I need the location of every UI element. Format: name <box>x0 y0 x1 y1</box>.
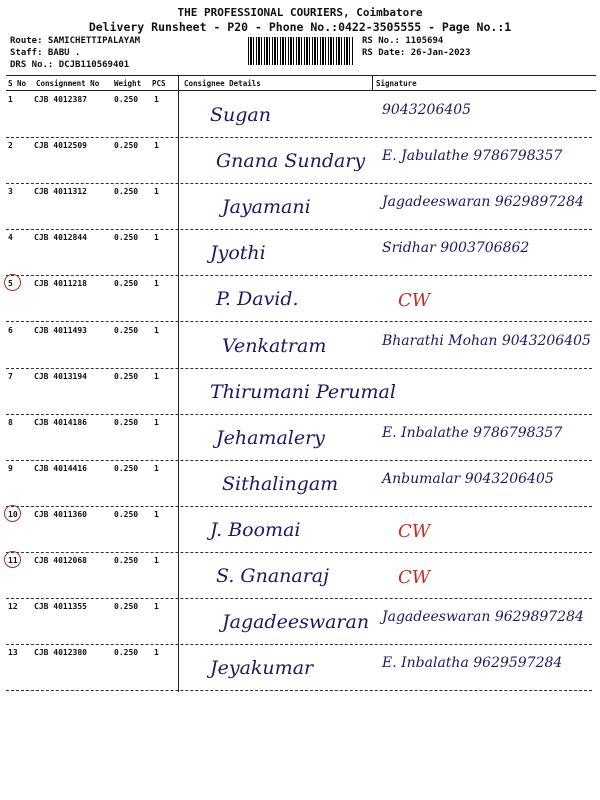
signature-cw-mark: CW <box>398 290 431 312</box>
drs-number: DRS No.: DCJB110569401 <box>10 60 130 70</box>
runsheet-subtitle: Delivery Runsheet - P20 - Phone No.:0422-3505555 - Page No.:1 <box>88 20 512 34</box>
serial-number: 12 <box>8 602 18 612</box>
signature-handwritten: 9043206405 <box>382 102 472 118</box>
consignment-number: CJB 4014416 <box>34 463 87 473</box>
pcs-value: 1 <box>154 233 159 243</box>
serial-number: 13 <box>8 648 18 658</box>
consignment-number: CJB 4011360 <box>34 509 87 519</box>
table-row <box>0 92 600 138</box>
signature-handwritten: Jagadeeswaran 9629897284 <box>382 194 584 211</box>
consignment-number: CJB 4012509 <box>34 141 87 151</box>
column-divider <box>372 76 373 90</box>
serial-number: 11 <box>8 556 18 565</box>
consignment-number: CJB 4011355 <box>34 602 87 612</box>
table-header-border <box>6 90 596 91</box>
row-divider <box>6 690 592 691</box>
serial-number: 5 <box>8 279 13 289</box>
consignee-handwritten-name: Jehamalery <box>216 426 325 449</box>
col-header-weight: Weight <box>114 79 142 88</box>
table-row <box>0 184 600 230</box>
serial-number: 1 <box>8 95 13 104</box>
consignee-handwritten-name: Jagadeeswaran <box>222 611 370 634</box>
table-row <box>0 461 600 507</box>
pcs-value: 1 <box>154 417 159 427</box>
serial-number: 9 <box>8 463 13 473</box>
serial-number: 8 <box>8 417 13 427</box>
route-label: Route: SAMICHETTIPALAYAM <box>10 36 141 46</box>
circle-mark-icon <box>4 551 21 568</box>
consignee-handwritten-name: Thirumani Perumal <box>210 380 396 403</box>
weight-value: 0.250 <box>114 187 139 197</box>
consignment-number: CJB 4011493 <box>34 325 87 335</box>
col-header-sno: S No <box>8 79 27 88</box>
signature-handwritten: E. Inbalatha 9629597284 <box>382 655 563 672</box>
weight-value: 0.250 <box>114 556 139 565</box>
pcs-value: 1 <box>154 187 159 197</box>
col-header-signature: Signature <box>376 79 417 88</box>
consignment-number: CJB 4012387 <box>34 95 87 104</box>
table-row <box>0 138 600 184</box>
weight-value: 0.250 <box>114 648 139 658</box>
consignee-handwritten-name: Sugan <box>210 104 271 126</box>
serial-number: 10 <box>8 509 18 519</box>
pcs-value: 1 <box>154 602 159 612</box>
consignee-handwritten-name: S. Gnanaraj <box>216 565 330 587</box>
consignment-number: CJB 4011312 <box>34 187 87 197</box>
weight-value: 0.250 <box>114 602 139 612</box>
signature-cw-mark: CW <box>398 520 431 542</box>
serial-number: 6 <box>8 325 13 335</box>
barcode-image <box>248 37 354 65</box>
table-row <box>0 323 600 369</box>
pcs-value: 1 <box>154 279 159 289</box>
table-top-border <box>6 75 596 76</box>
signature-cw-mark: CW <box>398 567 431 588</box>
rs-number: RS No.: 1105694 <box>362 36 444 46</box>
consignment-number: CJB 4014186 <box>34 417 87 427</box>
consignment-number: CJB 4012844 <box>34 233 87 243</box>
pcs-value: 1 <box>154 463 159 473</box>
table-row <box>0 645 600 691</box>
pcs-value: 1 <box>154 556 159 565</box>
consignment-number: CJB 4012380 <box>34 648 87 658</box>
pcs-value: 1 <box>154 648 159 658</box>
consignee-handwritten-name: Sithalingam <box>222 472 339 495</box>
consignment-number: CJB 4011218 <box>34 279 87 289</box>
consignee-handwritten-name: Jyothi <box>210 242 266 265</box>
weight-value: 0.250 <box>114 509 139 519</box>
weight-value: 0.250 <box>114 417 139 427</box>
signature-handwritten: E. Jabulathe 9786798357 <box>382 148 563 165</box>
consignee-handwritten-name: Jeyakumar <box>210 657 314 680</box>
signature-handwritten: Jagadeeswaran 9629897284 <box>382 609 584 626</box>
signature-handwritten: Anbumalar 9043206405 <box>382 470 554 487</box>
signature-handwritten: E. Inbalathe 9786798357 <box>382 424 563 441</box>
table-row <box>0 599 600 645</box>
signature-handwritten: Bharathi Mohan 9043206405 <box>382 332 591 349</box>
table-row <box>0 415 600 461</box>
serial-number: 3 <box>8 187 13 197</box>
table-row <box>0 507 600 553</box>
circle-mark-icon <box>4 274 21 291</box>
col-header-consignee: Consignee Details <box>184 79 261 88</box>
consignee-handwritten-name: P. David. <box>216 288 299 311</box>
serial-number: 4 <box>8 233 13 243</box>
weight-value: 0.250 <box>114 279 139 289</box>
consignment-number: CJB 4012068 <box>34 556 87 565</box>
table-row <box>0 553 600 599</box>
pcs-value: 1 <box>154 95 159 104</box>
rs-date: RS Date: 26-Jan-2023 <box>362 48 471 58</box>
serial-number: 2 <box>8 141 13 151</box>
consignee-handwritten-name: Jayamani <box>222 196 311 219</box>
consignee-handwritten-name: Venkatram <box>222 334 327 357</box>
consignee-handwritten-name: J. Boomai <box>210 518 301 541</box>
weight-value: 0.250 <box>114 325 139 335</box>
weight-value: 0.250 <box>114 95 139 104</box>
circle-mark-icon <box>4 505 21 522</box>
consignee-handwritten-name: Gnana Sundary <box>216 150 366 173</box>
consignment-number: CJB 4013194 <box>34 371 87 381</box>
weight-value: 0.250 <box>114 233 139 243</box>
pcs-value: 1 <box>154 141 159 151</box>
col-header-pcs: PCS <box>152 79 166 88</box>
pcs-value: 1 <box>154 371 159 381</box>
pcs-value: 1 <box>154 509 159 519</box>
pcs-value: 1 <box>154 325 159 335</box>
table-row <box>0 230 600 276</box>
signature-handwritten: Sridhar 9003706862 <box>382 240 530 257</box>
col-header-consignment: Consignment No <box>36 79 100 88</box>
weight-value: 0.250 <box>114 463 139 473</box>
weight-value: 0.250 <box>114 141 139 151</box>
staff-label: Staff: BABU . <box>10 48 81 58</box>
runsheet-title: THE PROFESSIONAL COURIERS, Coimbatore <box>177 6 423 19</box>
table-row <box>0 369 600 415</box>
table-row <box>0 276 600 322</box>
serial-number: 7 <box>8 371 13 381</box>
weight-value: 0.250 <box>114 371 139 381</box>
